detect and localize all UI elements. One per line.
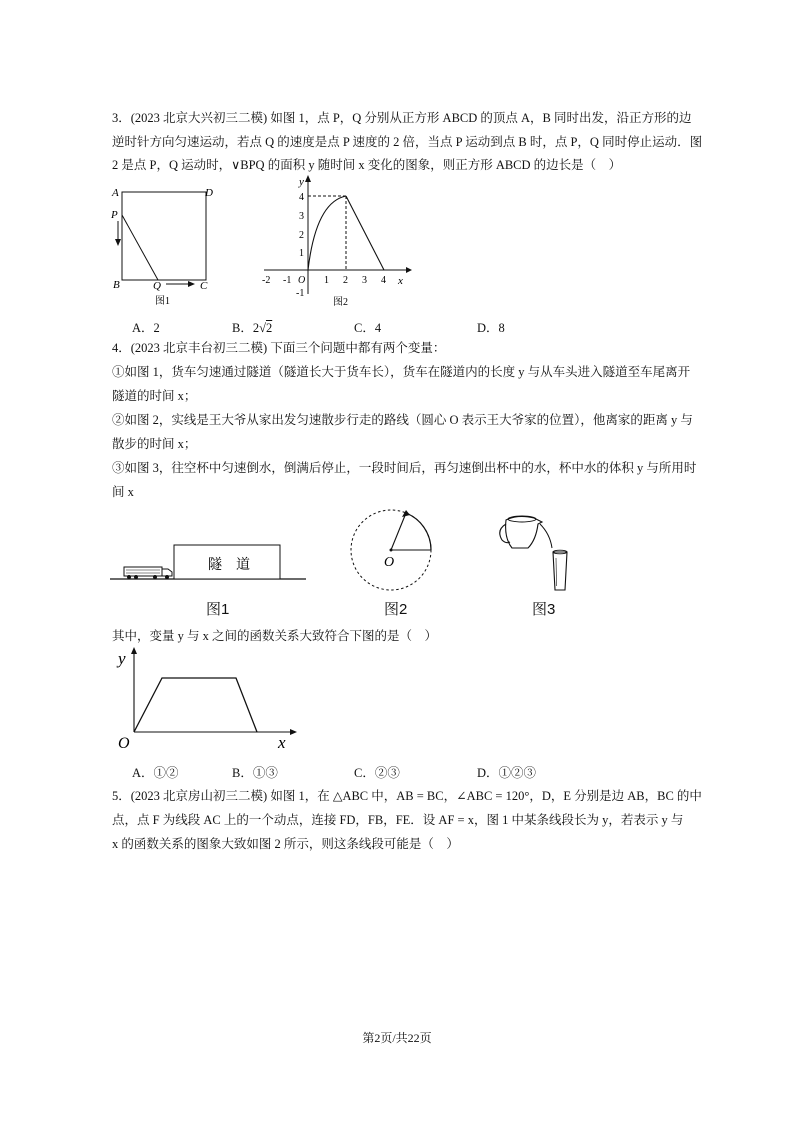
x-tick-4: 4 [381, 275, 386, 286]
q4-fig1-caption: 图1 [206, 601, 230, 618]
q4-prompt: 其中，变量 y 与 x 之间的函数关系大致符合下图的是（ ） [112, 629, 438, 643]
q5-line-2: 点，点 F 为线段 AC 上的一个动点，连接 FD，FB，FE．设 AF = x，图 1 中某条线段长为 y，若表示 y 与 [112, 813, 684, 827]
y-tick-3: 3 [299, 211, 304, 222]
y-tick-4: 4 [299, 192, 304, 203]
q4-line-1: 4．(2023 北京丰台初三二模) 下面三个问题中都有两个变量： [112, 341, 446, 355]
q4-line-4: ②如图 2，实线是王大爷从家出发匀速散步行走的路线（圆心 O 表示王大爷家的位置），他离家的距离 y 与 [112, 413, 693, 427]
q4-figure-3 [498, 510, 578, 596]
q3-option-a[interactable]: A．2 [132, 321, 160, 335]
x-tick-1: 1 [324, 275, 329, 286]
q3-option-b[interactable] [232, 318, 272, 336]
y-tick-1: 1 [299, 248, 304, 259]
q4-line-7: 间 x [112, 485, 134, 499]
q3-option-b-radicand: 2 [265, 321, 273, 335]
x-tick-2: 2 [343, 275, 348, 286]
q4-line-3: 隧道的时间 x； [112, 389, 197, 403]
q4-option-b[interactable]: B．①③ [232, 766, 278, 780]
q4-line-6: ③如图 3，往空杯中匀速倒水，倒满后停止，一段时间后，再匀速倒出杯中的水，杯中水的体积 y 与所用时 [112, 461, 697, 475]
q4-fig3-caption: 图3 [532, 601, 556, 618]
q4-graph-x-label: x [278, 733, 286, 752]
origin-label: O [298, 275, 306, 286]
q3-figure-2 [256, 172, 412, 310]
y-tick-neg1: -1 [296, 288, 305, 299]
y-tick-2: 2 [299, 230, 304, 241]
pitcher-icon [500, 516, 542, 548]
axis-y-label: y [299, 176, 304, 188]
q3-line-3: 2 是点 P，Q 运动时，∨BPQ 的面积 y 随时间 x 变化的图象，则正方形 ABCD 的边长是（ ） [112, 158, 622, 172]
q3-line-1: 3．(2023 北京大兴初三二模) 如图 1，点 P，Q 分别从正方形 ABCD 的顶点 A，B 同时出发，沿正方形的边 [112, 111, 692, 125]
q5-line-3: x 的函数关系的图象大致如图 2 所示，则这条线段可能是（ ） [112, 837, 459, 851]
q5-line-1: 5．(2023 北京房山初三二模) 如图 1，在 △ABC 中，AB = BC，∠ABC = 120°，D，E 分别是边 AB，BC 的中 [112, 789, 702, 803]
label-A: A [112, 187, 119, 199]
tunnel-label: 隧 道 [208, 558, 250, 573]
q4-fig2-caption: 图2 [384, 601, 408, 618]
q4-option-c[interactable]: C．②③ [354, 766, 400, 780]
sqrt-symbol: √ [259, 321, 266, 335]
label-D: D [205, 187, 213, 199]
q3-option-d[interactable]: D．8 [477, 321, 505, 335]
q4-figure-1 [110, 540, 306, 584]
glass-icon [553, 550, 567, 590]
q4-line-2: ①如图 1，货车匀速通过隧道（隧道长大于货车长），货车在隧道内的长度 y 与从车头进入隧道至车尾离开 [112, 365, 691, 379]
x-tick-3: 3 [362, 275, 367, 286]
q4-graph-origin: O [118, 735, 130, 752]
page-footer: 第2页/共22页 [362, 1031, 432, 1045]
label-P: P [111, 209, 118, 221]
q3-option-b-label: B． [232, 321, 253, 335]
label-B: B [113, 279, 120, 291]
q4-line-5: 散步的时间 x； [112, 437, 197, 451]
axis-x-label: x [398, 275, 403, 287]
x-tick-neg1: -1 [283, 275, 292, 286]
q4-figure-2 [348, 508, 438, 592]
q3-fig1-caption: 图1 [155, 296, 170, 307]
circle-center-label: O [384, 555, 395, 570]
q4-graph [114, 644, 300, 752]
x-tick-neg2: -2 [262, 275, 271, 286]
q3-option-c[interactable]: C．4 [354, 321, 382, 335]
q3-option-b-coef: 2 [252, 321, 260, 335]
label-Q: Q [153, 280, 161, 292]
q3-fig2-caption: 图2 [333, 297, 348, 308]
truck-icon [124, 567, 172, 579]
label-C: C [200, 280, 208, 292]
q4-graph-y-label: y [118, 649, 126, 668]
q4-option-d[interactable]: D．①②③ [477, 766, 537, 780]
q4-option-a[interactable]: A．①② [132, 766, 179, 780]
q3-figure-1 [108, 183, 218, 308]
q3-line-2: 逆时针方向匀速运动，若点 Q 的速度是点 P 速度的 2 倍，当点 P 运动到点 B 时，点 P，Q 同时停止运动．图 [112, 135, 703, 149]
